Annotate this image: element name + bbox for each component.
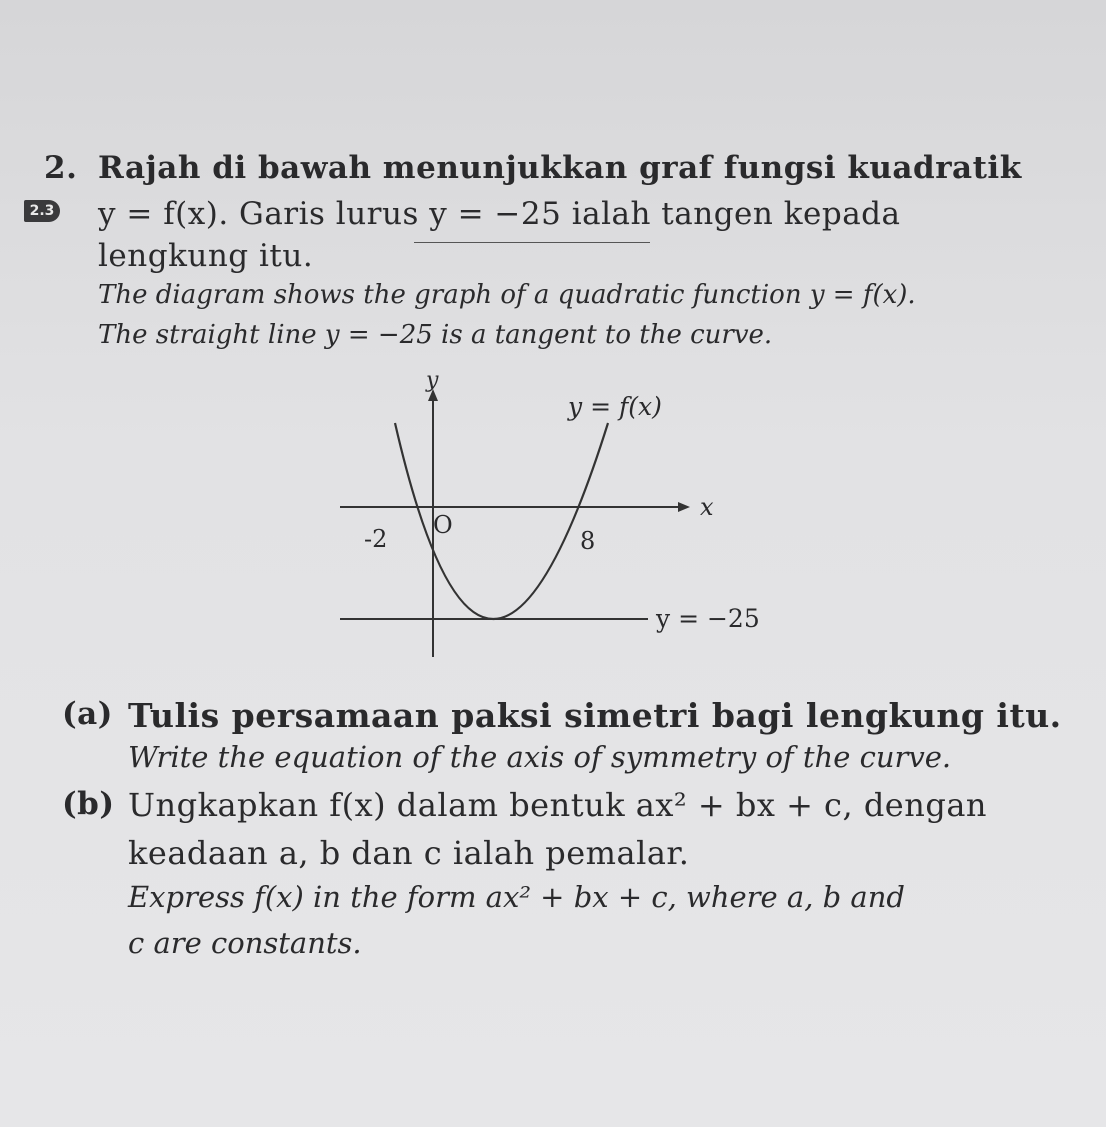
x-axis-arrow <box>678 502 690 512</box>
part-b-ms-line-1: Ungkapkan f(x) dalam bentuk ax² + bx + c, dengan <box>128 786 988 824</box>
parabola-curve <box>395 423 608 619</box>
part-b-ms-line-2: keadaan a, b dan c ialah pemalar. <box>128 834 690 872</box>
part-a-en: Write the equation of the axis of symmetry of the curve. <box>128 740 952 774</box>
part-a-ms: Tulis persamaan paksi simetri bagi lengkung itu. <box>128 696 1062 735</box>
topic-badge: 2.3 <box>24 200 60 222</box>
question-ms-line-3: lengkung itu. <box>98 238 314 274</box>
question-number: 2. <box>44 150 78 186</box>
quadratic-graph <box>330 365 800 670</box>
part-a-label: (a) <box>62 696 113 732</box>
question-en-line-2: The straight line y = −25 is a tangent to the curve. <box>98 320 773 350</box>
root-left-label: -2 <box>364 525 388 553</box>
underline-mark <box>414 242 650 243</box>
origin-label: O <box>433 511 453 539</box>
question-en-line-1: The diagram shows the graph of a quadratic function y = f(x). <box>98 280 916 310</box>
y-axis-label: y <box>426 368 439 393</box>
curve-label: y = f(x) <box>568 392 662 421</box>
tangent-label: y = −25 <box>656 604 760 633</box>
question-ms-line-2: y = f(x). Garis lurus y = −25 ialah tangen kepada <box>98 196 901 232</box>
part-b-en-line-1: Express f(x) in the form ax² + bx + c, where a, b and <box>128 880 905 914</box>
question-ms-line-1: Rajah di bawah menunjukkan graf fungsi kuadratik <box>98 150 1022 186</box>
part-b-label: (b) <box>62 786 115 822</box>
root-right-label: 8 <box>580 527 596 555</box>
part-b-en-line-2: c are constants. <box>128 926 362 960</box>
x-axis-label: x <box>700 493 714 521</box>
